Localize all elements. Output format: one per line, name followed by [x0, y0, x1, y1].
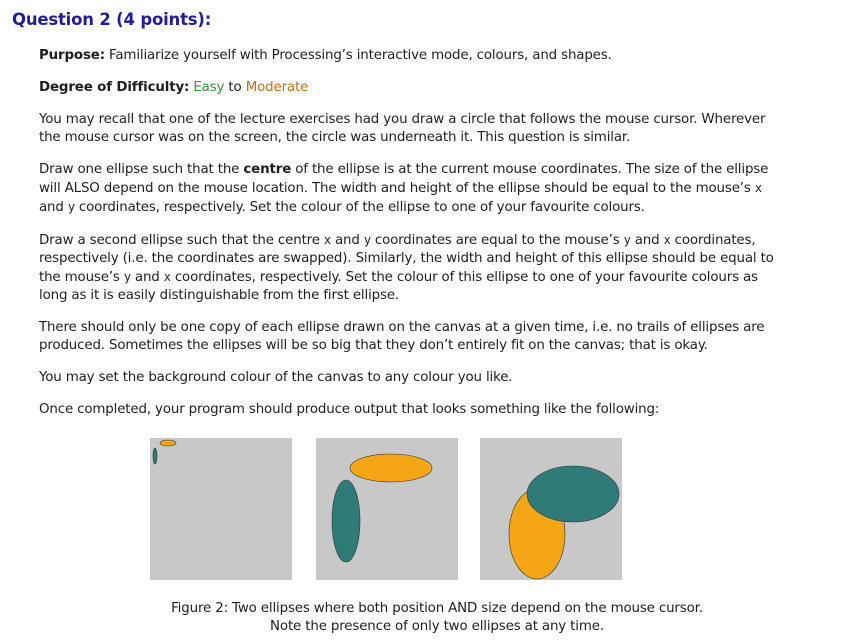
- purpose-text: Familiarize yourself with Processing’s interactive mode, colours, and shapes.: [104, 48, 612, 63]
- p3-code-y1: y: [363, 233, 371, 247]
- difficulty-easy: Easy: [193, 80, 225, 95]
- p2-bold-centre: centre: [243, 162, 292, 177]
- teal-ellipse: [332, 480, 360, 562]
- p3-code-x3: x: [163, 270, 171, 284]
- p2-text-d: coordinates, respectively. Set the colour of the ellipse to one of your favourite colours.: [74, 200, 645, 215]
- paragraph-6: Once completed, your program should produce output that looks something like the following:: [39, 402, 660, 417]
- difficulty-to: to: [224, 80, 246, 95]
- p2-text-b: of the ellipse is at the current mouse coordinates. The size of the ellipse will ALSO depend on the mouse location. The width and height of the ellipse should be equal to the mouse’s: [39, 162, 769, 196]
- p3-code-y3: y: [123, 270, 131, 284]
- p3-text-b: and: [330, 233, 364, 248]
- difficulty-label: Degree of Difficulty:: [39, 80, 190, 95]
- purpose-label: Purpose:: [39, 48, 105, 63]
- p3-code-x1: x: [323, 233, 331, 247]
- orange-ellipse: [350, 454, 432, 482]
- p2-code-x: x: [754, 181, 762, 195]
- p2-text-a: Draw one ellipse such that the: [39, 162, 244, 177]
- p2-code-y: y: [67, 200, 75, 214]
- difficulty-moderate: Moderate: [245, 80, 309, 95]
- p3-text-e: coordinates, respectively (i.e. the coordinates are swapped). Similarly, the width and height of this ellipse should be equal to the mouse’s: [39, 233, 774, 285]
- question-title: Question 2 (4 points):: [12, 10, 212, 29]
- p3-code-y2: y: [623, 233, 631, 247]
- p3-text-a: Draw a second ellipse such that the centre: [39, 233, 324, 248]
- teal-ellipse: [527, 466, 619, 522]
- teal-ellipse: [153, 448, 157, 464]
- figure-caption: [0, 600, 844, 636]
- figure-examples: [150, 438, 622, 580]
- paragraph-4: There should only be one copy of each ellipse drawn on the canvas at a given time, i.e. no trails of ellipses are produced. Sometimes the ellipses will be so big that they don’t entirely fit on the canvas; that is okay.: [39, 320, 765, 353]
- p3-text-f: and: [130, 270, 164, 285]
- paragraph-5: You may set the background colour of the canvas to any colour you like.: [39, 370, 513, 385]
- p3-code-x2: x: [663, 233, 671, 247]
- caption-line-1: Figure 2: Two ellipses where both position AND size depend on the mouse cursor.: [171, 601, 703, 616]
- question-body: [39, 47, 779, 433]
- purpose-line: [39, 47, 779, 65]
- paragraph-2: [39, 161, 779, 217]
- paragraph-1: You may recall that one of the lecture exercises had you draw a circle that follows the mouse cursor. Wherever the mouse cursor was on the screen, the circle was underneath it. This question is similar.: [39, 112, 766, 145]
- example-canvas-1: [150, 438, 292, 580]
- p3-text-d: and: [630, 233, 664, 248]
- p3-text-g: coordinates, respectively. Set the colour of this ellipse to one of your favourite colours as long as it is easily distinguishable from the first ellipse.: [39, 270, 758, 303]
- p3-text-c: coordinates are equal to the mouse’s: [370, 233, 624, 248]
- caption-line-2: Note the presence of only two ellipses at any time.: [270, 619, 604, 634]
- example-canvas-3: [480, 438, 622, 580]
- paragraph-3: [39, 231, 779, 305]
- orange-ellipse: [160, 440, 176, 446]
- p2-text-c: and: [39, 200, 68, 215]
- difficulty-line: [39, 79, 779, 97]
- example-canvas-2: [316, 438, 458, 580]
